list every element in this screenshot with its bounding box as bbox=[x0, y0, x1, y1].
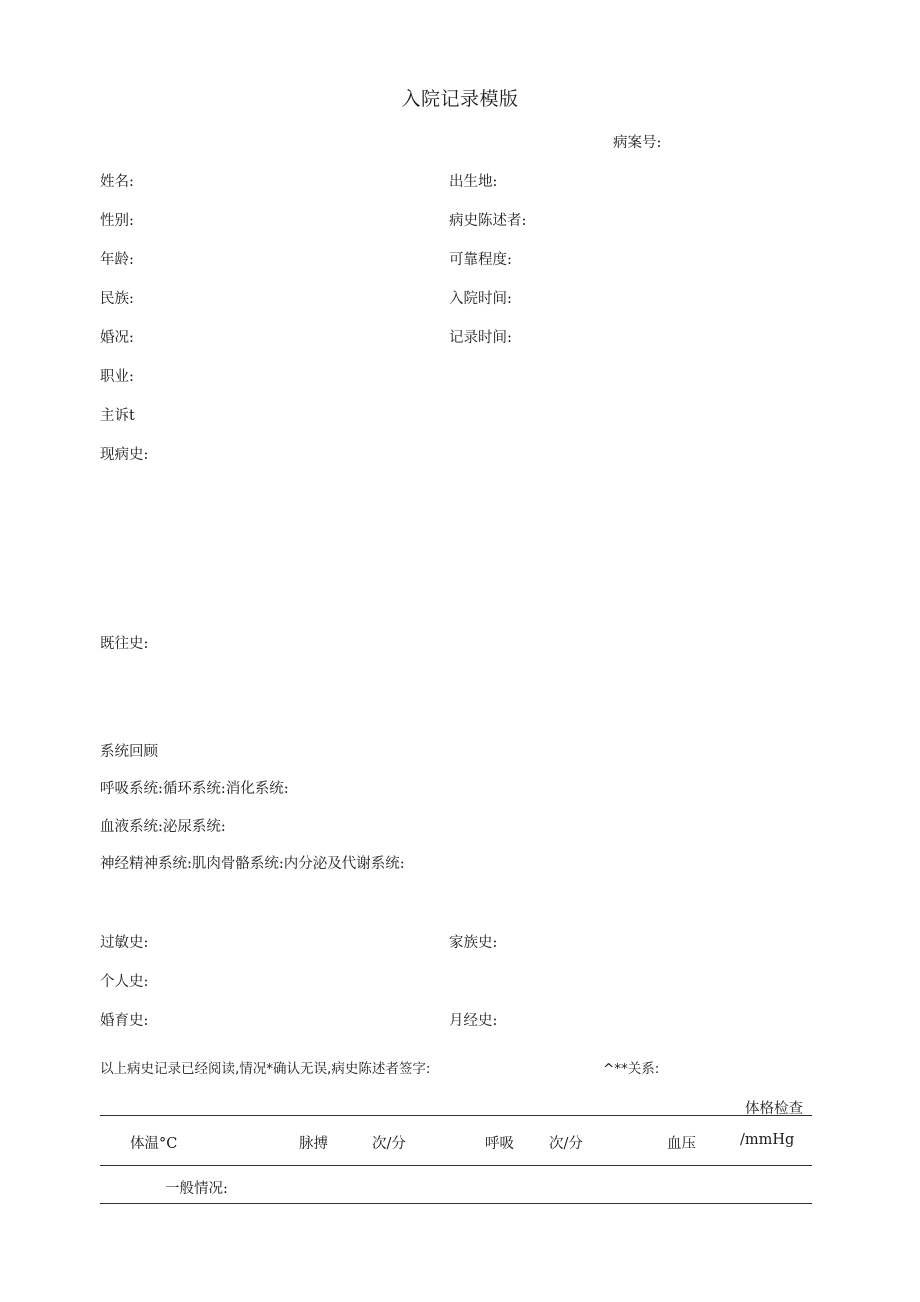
history-narrator-label: 病史陈述者: bbox=[449, 213, 527, 229]
occupation-label: 职业: bbox=[100, 369, 134, 385]
exam-top-rule bbox=[100, 1115, 812, 1116]
marital-status-label: 婚况: bbox=[100, 330, 134, 346]
allergy-history-label: 过敏史: bbox=[100, 935, 149, 951]
family-history-label: 家族史: bbox=[449, 935, 498, 951]
systems-line-3: 神经精神系统:肌肉骨骼系统:内分泌及代谢系统: bbox=[100, 856, 405, 872]
systems-line-1: 呼吸系统:循环系统:消化系统: bbox=[100, 781, 289, 797]
sex-label: 性别: bbox=[100, 213, 134, 229]
systems-line-2: 血液系统:泌尿系统: bbox=[100, 819, 226, 835]
physical-exam-heading: 体格检查 bbox=[745, 1101, 803, 1117]
general-condition-label: 一般情况: bbox=[165, 1181, 228, 1197]
name-label: 姓名: bbox=[100, 174, 134, 190]
pulse-unit: 次/分 bbox=[372, 1136, 406, 1152]
marital-childbearing-history-label: 婚育史: bbox=[100, 1013, 149, 1029]
relation-label: ^**关系: bbox=[603, 1061, 660, 1077]
menstrual-history-label: 月经史: bbox=[449, 1013, 498, 1029]
age-label: 年龄: bbox=[100, 252, 134, 268]
system-review-heading: 系统回顾 bbox=[100, 744, 158, 760]
personal-history-label: 个人史: bbox=[100, 974, 149, 990]
blood-pressure-unit: /mmHg bbox=[740, 1132, 795, 1148]
blood-pressure-label: 血压 bbox=[667, 1136, 696, 1152]
pulse-label: 脉搏 bbox=[299, 1136, 328, 1152]
respiration-unit: 次/分 bbox=[549, 1136, 583, 1152]
respiration-label: 呼吸 bbox=[485, 1136, 514, 1152]
record-time-label: 记录时间: bbox=[449, 330, 512, 346]
confirmation-statement: 以上病史记录已经阅读,情况*确认无误,病史陈述者签字: bbox=[100, 1061, 431, 1077]
reliability-label: 可靠程度: bbox=[449, 252, 512, 268]
admission-time-label: 入院时间: bbox=[449, 291, 512, 307]
case-number-label: 病案号: bbox=[613, 135, 662, 151]
temperature-label: 体温°C bbox=[130, 1136, 178, 1152]
present-illness-label: 现病史: bbox=[100, 447, 149, 463]
exam-middle-rule bbox=[100, 1165, 812, 1166]
past-history-label: 既往史: bbox=[100, 636, 149, 652]
birthplace-label: 出生地: bbox=[449, 174, 498, 190]
exam-bottom-rule bbox=[100, 1203, 812, 1204]
page-title: 入院记录模版 bbox=[401, 88, 519, 110]
ethnicity-label: 民族: bbox=[100, 291, 134, 307]
chief-complaint-label: 主诉t bbox=[100, 408, 135, 424]
